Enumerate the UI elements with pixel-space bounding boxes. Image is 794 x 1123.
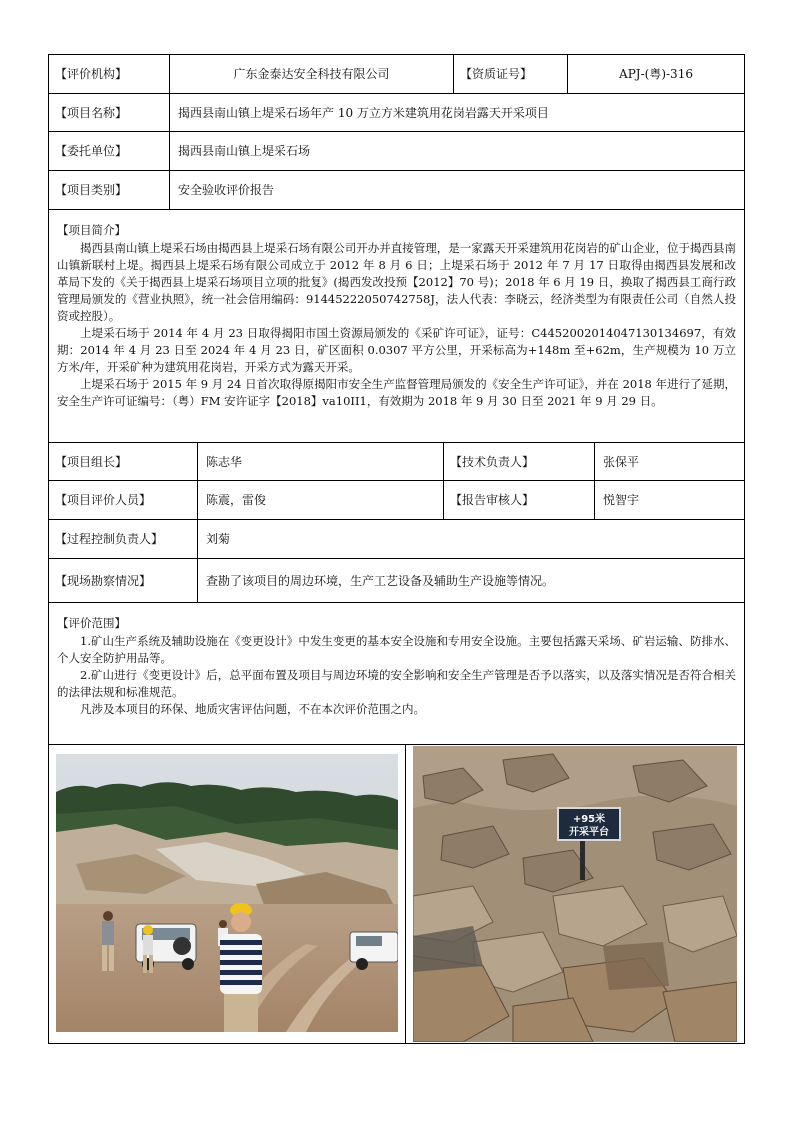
sign-line-1: +95米	[572, 814, 606, 825]
process-control-row	[49, 520, 744, 559]
reviewer-value: 悦智宇	[603, 493, 640, 507]
client-label: 【委托单位】	[49, 132, 170, 170]
site-survey-label: 【现场勘察情况】	[49, 559, 198, 602]
evaluators-label: 【项目评价人员】	[49, 481, 198, 519]
intro-paragraph: 上堤采石场于 2015 年 9 月 24 日首次取得原揭阳市安全生产监督管理局颁发的《安全生产许可证》，并在 2018 年进行了延期，安全生产许可证编号：（粤）FM 安许证字【2018】va10II1，有效期为 2018 年 9 月 30 日至 2021 年 9 月 29 日。	[57, 377, 736, 408]
project-name-label: 【项目名称】	[49, 94, 170, 131]
process-control-label: 【过程控制负责人】	[49, 520, 198, 558]
intro-paragraph: 上堤采石场于 2014 年 4 月 23 日取得揭阳市国土资源局颁发的《采矿许可证》，证号：C4452002014047130134697，有效期：2014 年 4 月 23 日至 2024 年 4 月 23 日，矿区面积 0.0307 平方公里，开采标高为+148m 至+62m，生产规模为 10 万立方米/年，开采矿种为建筑用花岗岩，开采方式为露天开采。	[57, 326, 736, 374]
evaluators-row	[49, 481, 744, 520]
scope-paragraph: 1.矿山生产系统及辅助设施在《变更设计》中发生变更的基本安全设施和专用安全设施。主要包括露天采场、矿岩运输、防排水、个人安全防护用品等。	[57, 634, 736, 665]
sign-line-2: 开采平台	[569, 827, 609, 838]
reviewer-label: 【报告审核人】	[444, 481, 595, 519]
client-value: 揭西县南山镇上堤采石场	[178, 144, 311, 158]
photo-divider	[405, 745, 406, 1043]
platform-sign	[558, 808, 620, 840]
org-row	[49, 55, 744, 94]
scope-paragraph: 凡涉及本项目的环保、地质灾害评估问题，不在本次评价范围之内。	[80, 702, 425, 716]
type-label: 【项目类别】	[49, 171, 170, 209]
cert-label: 【资质证号】	[454, 55, 568, 93]
quarry-site-illustration	[56, 754, 398, 1032]
tech-lead-value: 张保平	[603, 454, 640, 469]
leader-value: 陈志华	[198, 443, 444, 480]
leader-row	[49, 443, 744, 481]
org-value: 广东金泰达安全科技有限公司	[170, 55, 454, 93]
intro-title: 【项目简介】	[57, 223, 126, 237]
process-control-value: 刘菊	[206, 532, 231, 546]
type-value: 安全验收评价报告	[178, 183, 275, 197]
site-survey-value: 查勘了该项目的周边环境，生产工艺设备及辅助生产设施等情况。	[206, 573, 555, 588]
leader-label: 【项目组长】	[49, 443, 198, 480]
project-name-value: 揭西县南山镇上堤采石场年产 10 万立方米建筑用花岗岩露天开采项目	[178, 105, 549, 120]
report-frame	[48, 54, 745, 1044]
project-intro	[49, 210, 744, 443]
project-name-row	[49, 94, 744, 132]
type-row	[49, 171, 744, 210]
site-survey-row	[49, 559, 744, 603]
org-label: 【评价机构】	[49, 55, 170, 93]
scope-title: 【评价范围】	[57, 616, 126, 630]
evaluators-value: 陈震，雷俊	[198, 481, 444, 519]
intro-paragraph: 揭西县南山镇上堤采石场由揭西县上堤采石场有限公司开办并直接管理，是一家露天开采建筑用花岗岩的矿山企业，位于揭西县南山镇新联村上堤。揭西县上堤采石场有限公司成立于 2012 年 8 月 6 日；上堤采石场于 2012 年 7 月 17 日取得由揭西县发展和改革局下发的《关于揭西县上堤采石场项目立项的批复》(揭西发改投预【2012】70 号)；2018 年 6 月 19 日，换取了揭西县工商行政管理局颁发的《营业执照》，统一社会信用编码：91445222050742758J，法人代表：李晓云，经济类型为有限责任公司（自然人投资或控股）。	[57, 241, 736, 323]
quarry-site-photo	[56, 754, 398, 1032]
evaluation-scope	[49, 603, 744, 745]
scope-paragraph: 2.矿山进行《变更设计》后，总平面布置及项目与周边环境的安全影响和安全生产管理是否予以落实，以及落实情况是否符合相关的法律法规和标准规范。	[57, 668, 736, 699]
cert-value: APJ-(粤)-316	[619, 67, 693, 81]
rock-platform-illustration	[413, 746, 737, 1042]
tech-lead-label: 【技术负责人】	[444, 443, 595, 480]
client-row	[49, 132, 744, 171]
platform-sign-photo	[413, 746, 737, 1042]
